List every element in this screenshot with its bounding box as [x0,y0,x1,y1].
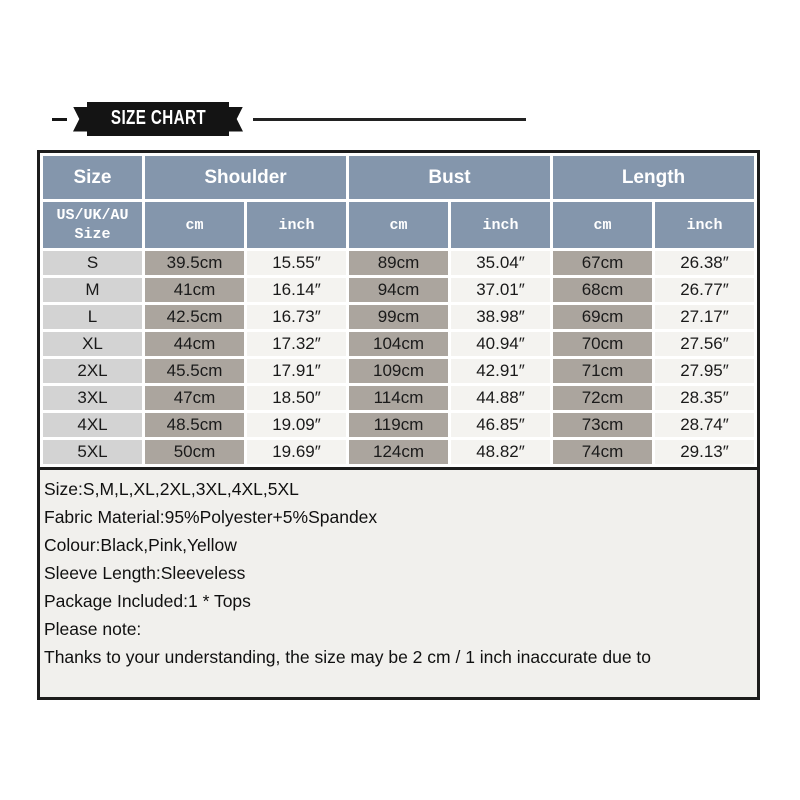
header-bust: Bust [349,156,550,199]
table-row [43,278,754,302]
size-options-line: Size:S,M,L,XL,2XL,3XL,4XL,5XL [44,479,299,499]
length-inch-cell: 28.35″ [655,386,754,410]
product-info [40,467,757,697]
bust-inch-cell: 38.98″ [451,305,550,329]
table-row [43,359,754,383]
header-shoulder-cm: cm [145,202,244,248]
length-inch-cell: 28.74″ [655,413,754,437]
size-cell: 2XL [43,359,142,383]
shoulder-cm-cell: 45.5cm [145,359,244,383]
table-row [43,305,754,329]
shoulder-cm-cell: 48.5cm [145,413,244,437]
accuracy-note-line: Thanks to your understanding, the size may be 2 cm / 1 inch inaccurate due to [44,647,652,667]
bust-inch-cell: 46.85″ [451,413,550,437]
banner-title-box [87,102,229,136]
header-bust-inch: inch [451,202,550,248]
fabric-material-line: Fabric Material:95%Polyester+5%Spandex [44,507,378,527]
shoulder-inch-cell: 19.69″ [247,440,346,464]
header-shoulder-inch: inch [247,202,346,248]
header-length-cm: cm [553,202,652,248]
length-cm-cell: 71cm [553,359,652,383]
size-cell: XL [43,332,142,356]
bust-cm-cell: 119cm [349,413,448,437]
shoulder-inch-cell: 18.50″ [247,386,346,410]
length-cm-cell: 74cm [553,440,652,464]
banner-title: SIZE CHART [110,107,206,130]
shoulder-inch-cell: 17.91″ [247,359,346,383]
header-shoulder: Shoulder [145,156,346,199]
banner-rule-line [253,118,526,121]
length-inch-cell: 27.17″ [655,305,754,329]
shoulder-inch-cell: 16.14″ [247,278,346,302]
length-cm-cell: 68cm [553,278,652,302]
bust-cm-cell: 114cm [349,386,448,410]
bust-inch-cell: 42.91″ [451,359,550,383]
header-bust-cm: cm [349,202,448,248]
size-cell: S [43,251,142,275]
table-row [43,413,754,437]
shoulder-inch-cell: 19.09″ [247,413,346,437]
size-cell: L [43,305,142,329]
bust-cm-cell: 94cm [349,278,448,302]
size-cell: M [43,278,142,302]
sleeve-length-line: Sleeve Length:Sleeveless [44,563,246,583]
bust-cm-cell: 99cm [349,305,448,329]
size-cell: 3XL [43,386,142,410]
group-header-row [43,156,754,199]
bust-cm-cell: 89cm [349,251,448,275]
length-inch-cell: 26.77″ [655,278,754,302]
please-note-label: Please note: [44,619,142,639]
banner-left-dash [52,118,67,121]
size-cell: 5XL [43,440,142,464]
bust-cm-cell: 109cm [349,359,448,383]
size-cell: 4XL [43,413,142,437]
table-row [43,332,754,356]
bust-cm-cell: 104cm [349,332,448,356]
table-row [43,251,754,275]
package-included-line: Package Included:1 * Tops [44,591,251,611]
shoulder-cm-cell: 41cm [145,278,244,302]
header-region-size: US/UK/AU Size [43,202,142,248]
shoulder-cm-cell: 42.5cm [145,305,244,329]
ribbon-left-tail-icon [73,107,87,132]
length-inch-cell: 27.95″ [655,359,754,383]
length-cm-cell: 72cm [553,386,652,410]
table-row [43,440,754,464]
length-inch-cell: 27.56″ [655,332,754,356]
size-chart-box [37,150,760,700]
bust-inch-cell: 40.94″ [451,332,550,356]
size-table [40,153,757,467]
bust-inch-cell: 44.88″ [451,386,550,410]
table-row [43,386,754,410]
colour-line: Colour:Black,Pink,Yellow [44,535,237,555]
length-cm-cell: 69cm [553,305,652,329]
length-cm-cell: 70cm [553,332,652,356]
shoulder-cm-cell: 47cm [145,386,244,410]
shoulder-cm-cell: 50cm [145,440,244,464]
shoulder-inch-cell: 16.73″ [247,305,346,329]
bust-inch-cell: 35.04″ [451,251,550,275]
header-size: Size [43,156,142,199]
bust-cm-cell: 124cm [349,440,448,464]
shoulder-cm-cell: 39.5cm [145,251,244,275]
length-inch-cell: 26.38″ [655,251,754,275]
length-cm-cell: 67cm [553,251,652,275]
length-inch-cell: 29.13″ [655,440,754,464]
shoulder-cm-cell: 44cm [145,332,244,356]
bust-inch-cell: 48.82″ [451,440,550,464]
bust-inch-cell: 37.01″ [451,278,550,302]
shoulder-inch-cell: 17.32″ [247,332,346,356]
unit-header-row [43,202,754,248]
ribbon-right-tail-icon [229,107,243,132]
ribbon [73,102,243,136]
size-chart-banner [52,100,752,138]
shoulder-inch-cell: 15.55″ [247,251,346,275]
header-length-inch: inch [655,202,754,248]
length-cm-cell: 73cm [553,413,652,437]
header-length: Length [553,156,754,199]
